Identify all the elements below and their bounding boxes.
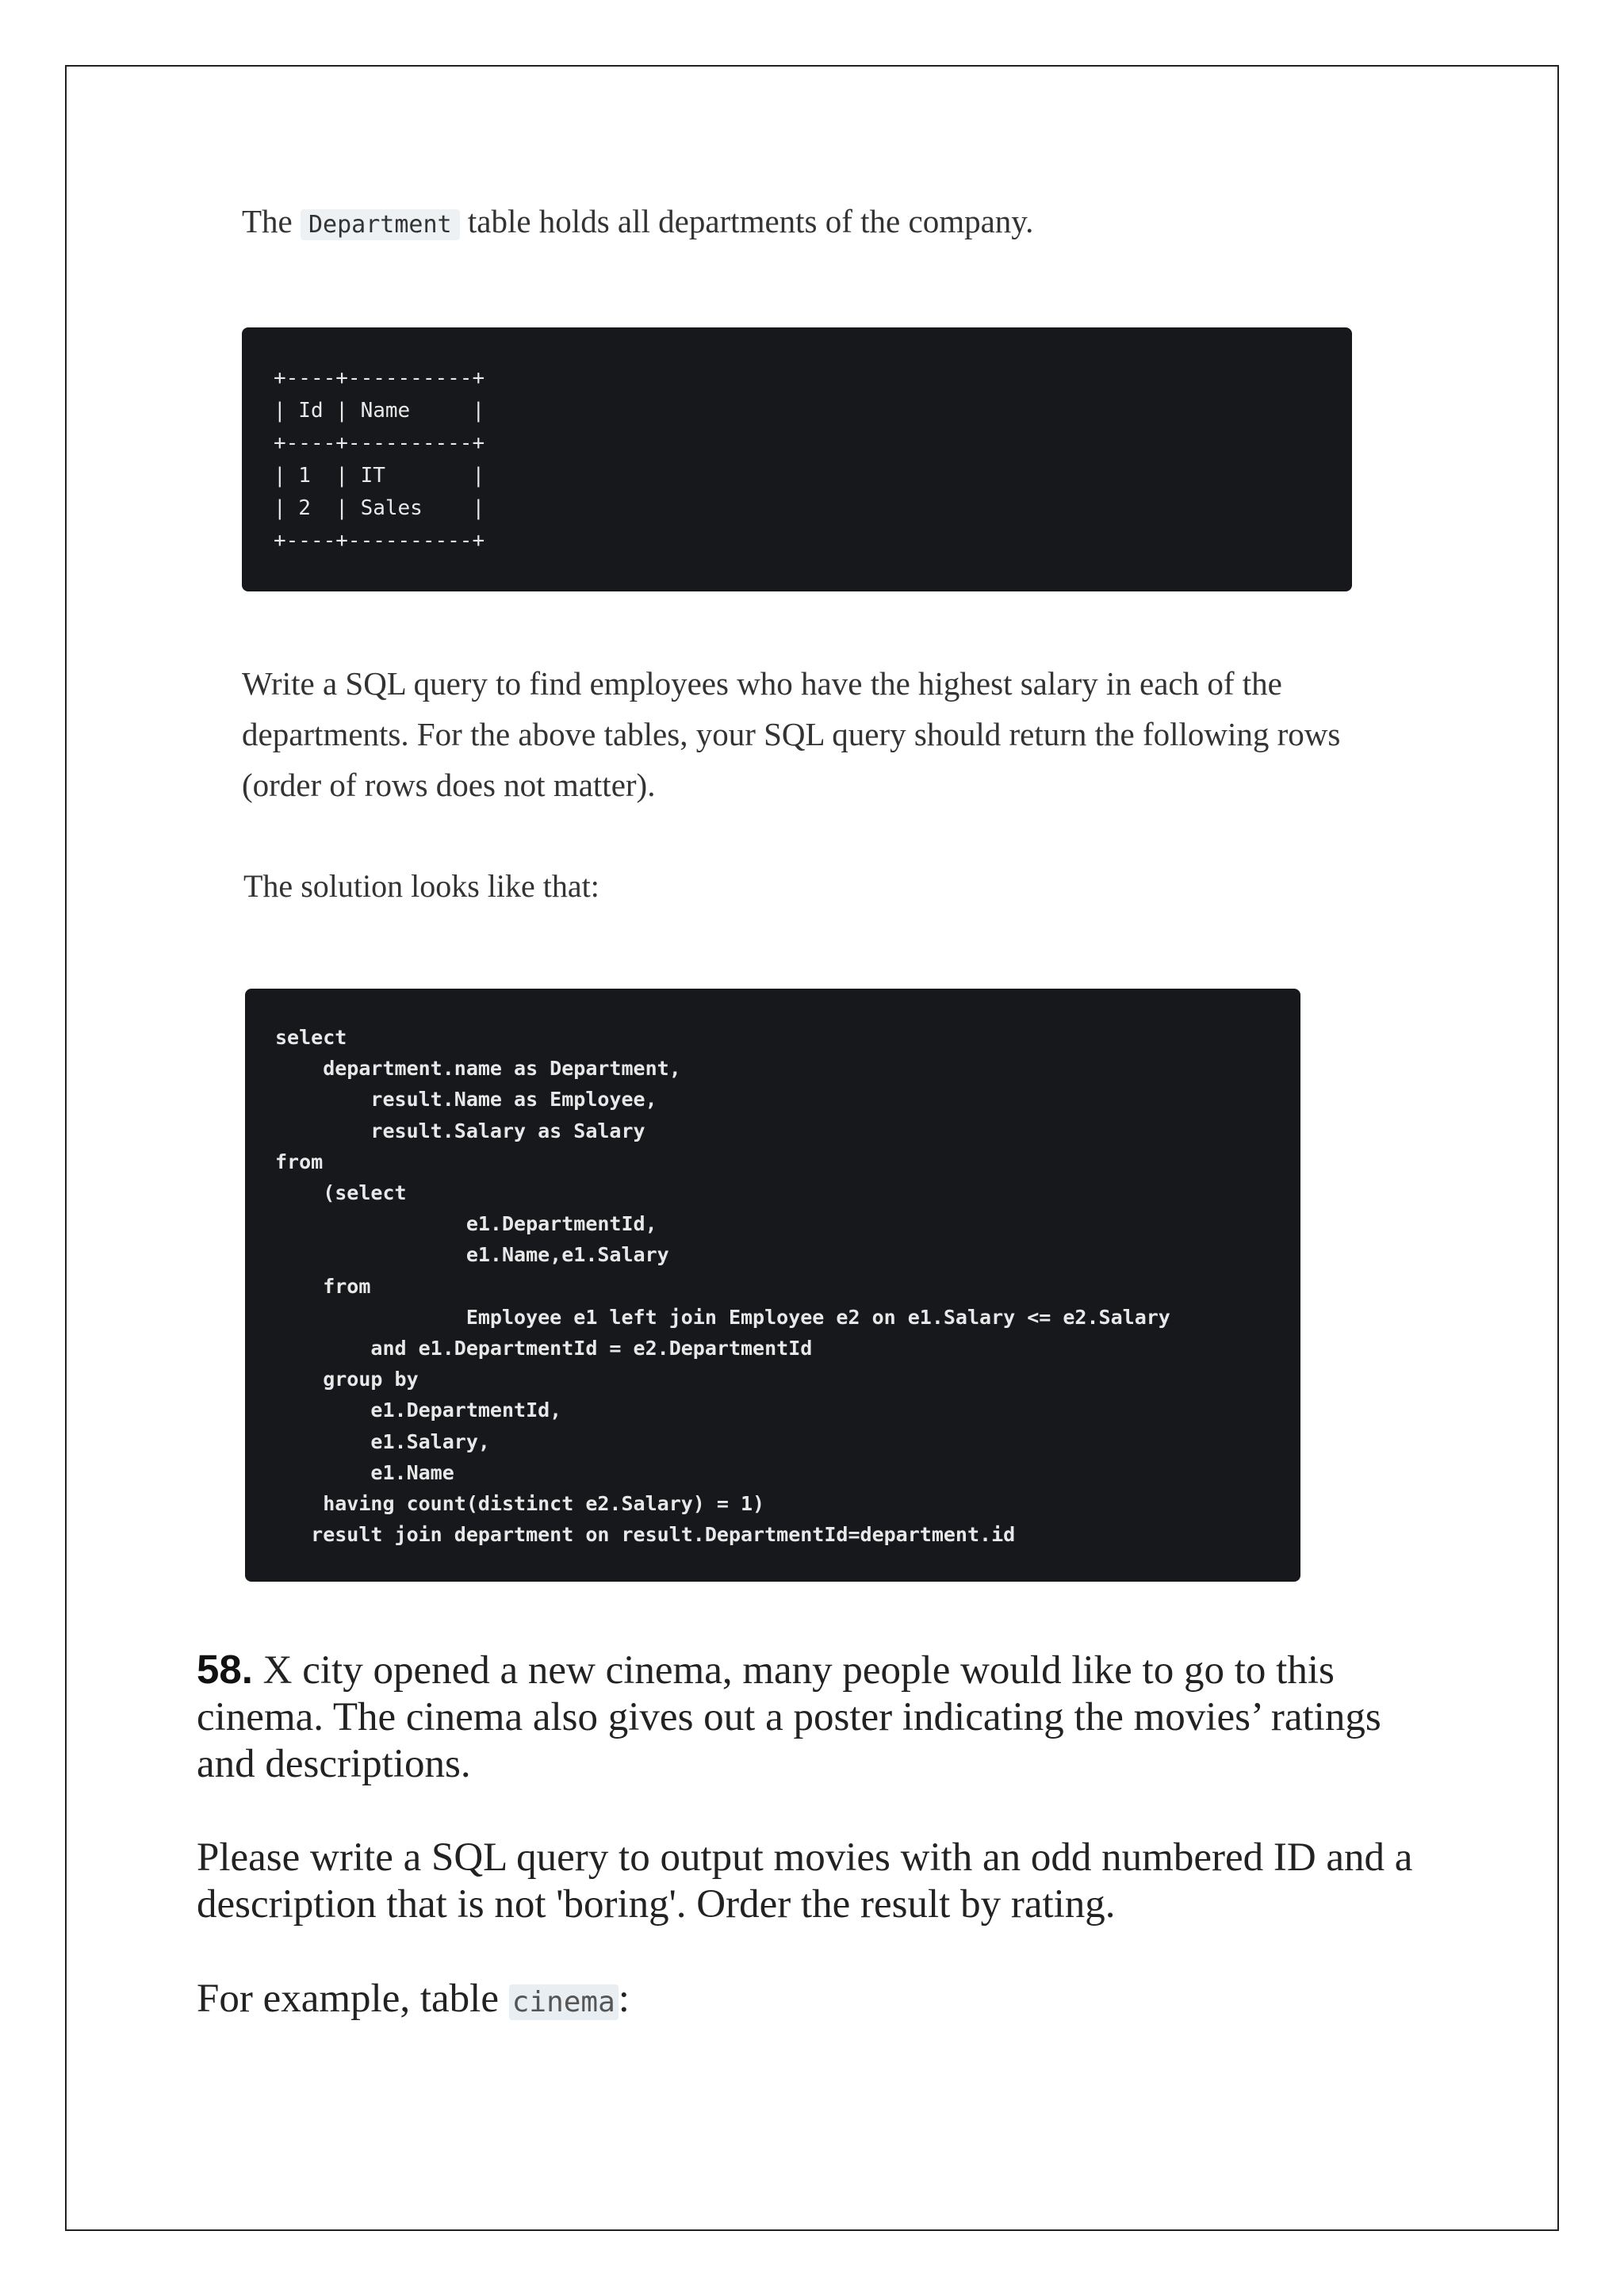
solution-code-block	[245, 989, 1300, 1582]
solution-code: select department.name as Department, result.Name as Employee, result.Salary as Salary from (select e1.DepartmentId, e1.Name,e1.Salary from Employee e1 left join Employee e2 on e1.Salary <= e2.Salary and e1.DepartmentId = e2.DepartmentId group by e1.DepartmentId, e1.Salary, e1.Name having count(distinct e2.Salary) = 1) result join department on result.DepartmentId=department.id	[275, 1026, 1170, 1547]
department-inline-code: Department	[301, 209, 460, 240]
problem-number: 58.	[197, 1647, 253, 1692]
problem-58-statement	[197, 1646, 1434, 1788]
problem-text: X city opened a new cinema, many people would like to go to this cinema. The cinema also gives out a poster indicating the movies’ ratings and descriptions.	[197, 1648, 1381, 1786]
department-table-code: +----+----------+ | Id | Name | +----+----------+ | 1 | IT | | 2 | Sales | +----+----------+	[274, 366, 485, 553]
solution-label: The solution looks like that:	[243, 868, 599, 904]
intro-suffix: table holds all departments of the company.	[467, 203, 1034, 239]
example-suffix: :	[618, 1976, 630, 2021]
cinema-inline-code: cinema	[509, 1984, 619, 2020]
query-paragraph: Write a SQL query to find employees who have the highest salary in each of the departments. For the above tables, your SQL query should return the following rows (order of rows does not matter).	[242, 665, 1341, 803]
department-table-code-block	[242, 327, 1352, 591]
example-prefix: For example, table	[197, 1976, 499, 2021]
problem-58-example	[197, 1976, 1434, 2026]
department-intro	[242, 200, 1033, 247]
problem-58-request: Please write a SQL query to output movies with an odd numbered ID and a description that is not 'boring'. Order the result by rating.	[197, 1835, 1413, 1927]
intro-prefix: The	[242, 203, 293, 239]
